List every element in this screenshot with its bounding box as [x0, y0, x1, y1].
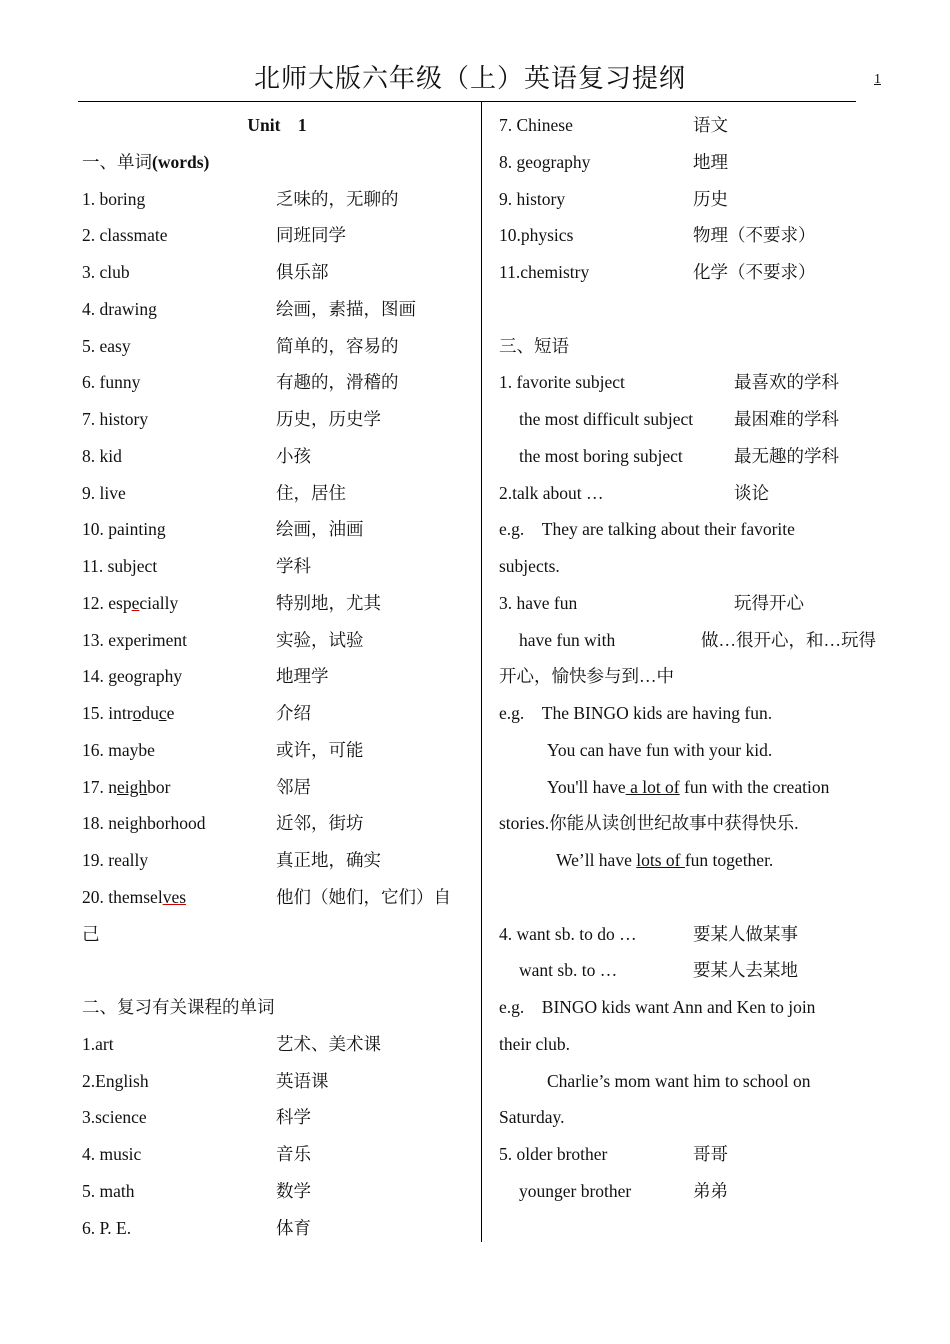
vocab-word-part: cially	[139, 592, 179, 613]
vocab-item	[82, 291, 472, 328]
subject-item	[499, 254, 889, 291]
subject-number: 8.	[499, 151, 517, 172]
section2-title: 二、复习有关课程的单词	[82, 997, 275, 1017]
vocab-number: 7.	[82, 409, 100, 429]
phrase-item	[499, 401, 889, 438]
vocab-item	[82, 254, 472, 291]
example-line: subjects.	[499, 556, 560, 576]
example-line: e.g. The BINGO kids are having fun.	[499, 703, 773, 723]
vocab-word: kid	[99, 445, 122, 466]
subject-item	[499, 181, 889, 218]
phrase-item	[499, 585, 889, 622]
vocab-meaning: 他们（她们，它们）自	[276, 886, 451, 907]
phrase-meaning: 哥哥	[693, 1144, 728, 1164]
vocab-item	[82, 658, 472, 695]
column-divider	[481, 102, 482, 1242]
subject-item	[82, 1026, 472, 1063]
vocab-number: 1.	[82, 188, 100, 209]
subject-item	[82, 1136, 472, 1173]
subject-number: 1.	[82, 1033, 96, 1054]
vocab-word: easy	[99, 335, 131, 356]
phrase-meaning-wrap: 开心，愉快参与到…中	[499, 666, 674, 687]
example-part: We’ll have	[556, 850, 637, 870]
right-column	[499, 107, 889, 1210]
vocab-number: 5.	[82, 335, 100, 356]
vocab-meaning: 介绍	[276, 703, 311, 723]
vocab-word-part: intr	[108, 703, 133, 723]
vocab-word: subject	[107, 556, 158, 576]
subject-number: 3.	[82, 1107, 96, 1128]
subject-number: 6.	[82, 1217, 100, 1238]
section1-heading	[82, 144, 472, 181]
subject-word: history	[516, 188, 566, 209]
unit-heading: Unit 1	[247, 115, 307, 135]
vocab-meaning: 简单的，容易的	[276, 335, 399, 356]
phrase-item	[499, 364, 889, 401]
vocab-meaning: 实验，试验	[276, 629, 364, 650]
phrase-item	[499, 475, 889, 512]
subject-word: P. E.	[99, 1217, 132, 1238]
example-line: e.g. BINGO kids want Ann and Ken to join	[499, 997, 816, 1017]
vocab-word-part: c	[158, 703, 167, 723]
subject-meaning: 数学	[276, 1180, 311, 1201]
vocab-item	[82, 364, 472, 401]
phrase-text: the most boring subject	[519, 445, 683, 466]
subject-number: 2.	[82, 1070, 96, 1091]
vocab-number: 3.	[82, 262, 100, 282]
phrase-text: younger brother	[519, 1180, 632, 1201]
section1-title-en: (words)	[152, 151, 210, 172]
subject-number: 11.	[499, 262, 521, 282]
vocab-word-part: e	[131, 592, 140, 613]
page-title: 北师大版六年级（上）英语复习提纲	[253, 64, 686, 93]
vocab-word: drawing	[99, 298, 157, 319]
example-line: Saturday.	[499, 1107, 565, 1128]
phrase-meaning: 最喜欢的学科	[734, 372, 839, 393]
phrase-text: the most difficult subject	[519, 409, 694, 429]
phrase-meaning: 要某人做某事	[693, 923, 798, 944]
subject-meaning: 历史	[693, 188, 728, 209]
example-part: fun together.	[684, 850, 774, 870]
phrase-meaning: 玩得开心	[734, 592, 804, 613]
subject-number: 10.	[499, 225, 521, 246]
phrase-text: 2.talk about …	[499, 482, 604, 503]
phrase-meaning: 弟弟	[693, 1180, 728, 1201]
subject-word: English	[95, 1070, 149, 1091]
subject-meaning: 物理（不要求）	[693, 225, 816, 246]
vocab-word: classmate	[99, 225, 168, 246]
vocab-word: geography	[108, 666, 183, 687]
vocab-item	[82, 475, 472, 512]
phrase-text: want sb. to …	[519, 960, 618, 981]
vocab-number: 4.	[82, 298, 100, 319]
vocab-number: 17.	[82, 776, 109, 797]
vocab-word-part: ves	[162, 886, 187, 907]
vocab-item	[82, 805, 472, 842]
blank-line	[499, 879, 889, 916]
blank-line	[499, 291, 889, 328]
example-line: You can have fun with your kid.	[547, 739, 773, 760]
phrase-item	[499, 1173, 889, 1210]
vocab-number: 8.	[82, 445, 100, 466]
vocab-meaning: 同班同学	[276, 225, 346, 246]
vocab-word-part: eigh	[117, 776, 148, 797]
vocab-meaning-wrap: 己	[82, 923, 100, 944]
vocab-word: boring	[99, 188, 146, 209]
subject-meaning: 地理	[693, 151, 728, 172]
subject-item	[499, 144, 889, 181]
vocab-meaning: 绘画，油画	[276, 519, 364, 540]
section3-title: 三、短语	[499, 335, 569, 356]
vocab-meaning: 俱乐部	[276, 262, 329, 282]
vocab-number: 13.	[82, 629, 109, 650]
vocab-word: experiment	[108, 629, 187, 650]
phrase-meaning: 谈论	[734, 482, 769, 503]
subject-meaning: 化学（不要求）	[693, 262, 816, 282]
phrase-meaning: 要某人去某地	[693, 960, 798, 981]
vocab-meaning: 学科	[276, 556, 311, 576]
vocab-meaning: 或许，可能	[276, 739, 364, 760]
subject-item	[499, 107, 889, 144]
example-line: their club.	[499, 1033, 570, 1054]
vocab-number: 12.	[82, 592, 109, 613]
subject-word: math	[99, 1180, 135, 1201]
phrase-meaning: 做…很开心，和…玩得	[701, 629, 876, 650]
subject-number: 9.	[499, 188, 517, 209]
vocab-word-part: esp	[108, 592, 132, 613]
phrase-item	[499, 952, 889, 989]
example-part: a lot of	[625, 776, 680, 797]
vocab-item	[82, 879, 472, 916]
vocab-word: maybe	[108, 739, 155, 760]
vocab-number: 10.	[82, 519, 109, 540]
subject-number: 5.	[82, 1180, 100, 1201]
subject-meaning: 英语课	[276, 1070, 329, 1091]
vocab-number: 9.	[82, 482, 100, 503]
page-number: 1	[874, 72, 881, 87]
vocab-number: 14.	[82, 666, 109, 687]
phrase-item	[499, 622, 889, 659]
vocab-word: funny	[99, 372, 141, 393]
vocab-word: live	[99, 482, 126, 503]
vocab-item	[82, 769, 472, 806]
vocab-meaning: 近邻，街坊	[276, 813, 364, 834]
subject-meaning: 体育	[276, 1217, 311, 1238]
vocab-meaning: 历史，历史学	[276, 409, 381, 429]
vocab-word-part: e	[166, 703, 175, 723]
subject-meaning: 科学	[276, 1107, 311, 1128]
vocab-meaning: 绘画，素描，图画	[276, 298, 416, 319]
example-part: lots of	[636, 850, 685, 870]
phrase-text: 5. older brother	[499, 1144, 608, 1164]
vocab-item	[82, 181, 472, 218]
vocab-meaning: 小孩	[276, 445, 311, 466]
subject-word: physics	[520, 225, 574, 246]
vocab-item	[82, 842, 472, 879]
vocab-item	[82, 217, 472, 254]
subject-word: music	[99, 1144, 142, 1164]
vocab-number: 15.	[82, 703, 109, 723]
subject-word: geography	[516, 151, 591, 172]
phrase-text: 3. have fun	[499, 592, 578, 613]
vocab-word-part: bor	[147, 776, 171, 797]
vocab-meaning: 邻居	[276, 776, 311, 797]
vocab-word-part: themsel	[108, 886, 163, 907]
subject-word: Chinese	[516, 115, 573, 135]
vocab-item	[82, 511, 472, 548]
phrase-text: have fun with	[519, 629, 616, 650]
subject-meaning: 音乐	[276, 1144, 311, 1164]
example-part: fun with the creation	[679, 776, 830, 797]
subject-item	[499, 217, 889, 254]
phrase-text: 1. favorite subject	[499, 372, 625, 393]
vocab-item	[82, 401, 472, 438]
vocab-number: 16.	[82, 739, 109, 760]
subject-number: 7.	[499, 115, 517, 135]
vocab-word-part: du	[141, 703, 159, 723]
vocab-meaning: 住，居住	[276, 482, 346, 503]
vocab-meaning: 特别地，尤其	[276, 592, 381, 613]
example-line	[499, 842, 889, 879]
vocab-item	[82, 622, 472, 659]
left-column	[82, 107, 472, 1246]
vocab-word: neighborhood	[108, 813, 206, 834]
vocab-number: 2.	[82, 225, 100, 246]
subject-meaning: 语文	[693, 115, 728, 135]
vocab-number: 11.	[82, 556, 108, 576]
phrase-meaning: 最无趣的学科	[734, 445, 839, 466]
example-part: You'll have	[547, 776, 626, 797]
vocab-meaning: 有趣的，滑稽的	[276, 372, 399, 393]
vocab-meaning: 真正地，确实	[276, 850, 381, 870]
example-line: stories.你能从读创世纪故事中获得快乐.	[499, 813, 799, 834]
vocab-number: 20.	[82, 886, 109, 907]
vocab-word: really	[108, 850, 149, 870]
vocab-item	[82, 585, 472, 622]
example-line: Charlie’s mom want him to school on	[547, 1070, 811, 1091]
vocab-meaning: 地理学	[276, 666, 329, 687]
subject-item	[82, 1063, 472, 1100]
vocab-number: 6.	[82, 372, 100, 393]
phrase-item	[499, 916, 889, 953]
vocab-number: 18.	[82, 813, 109, 834]
vocab-item	[82, 438, 472, 475]
phrase-text: 4. want sb. to do …	[499, 923, 637, 944]
subject-word: chemistry	[520, 262, 590, 282]
subject-meaning: 艺术、美术课	[276, 1033, 381, 1054]
subject-number: 4.	[82, 1144, 100, 1164]
vocab-item	[82, 695, 472, 732]
blank-line	[82, 952, 472, 989]
phrase-item	[499, 438, 889, 475]
vocab-word-part: n	[108, 776, 117, 797]
phrase-meaning: 最困难的学科	[734, 409, 839, 429]
vocab-word: history	[99, 409, 149, 429]
subject-word: art	[95, 1033, 114, 1054]
vocab-item	[82, 548, 472, 585]
vocab-item	[82, 732, 472, 769]
vocab-meaning: 乏味的，无聊的	[276, 188, 399, 209]
phrase-item	[499, 1136, 889, 1173]
subject-item	[82, 1210, 472, 1247]
header-rule	[78, 101, 856, 102]
vocab-word-part: o	[132, 703, 142, 723]
section1-title: 一、单词	[82, 151, 152, 172]
vocab-word: painting	[108, 519, 166, 540]
vocab-item	[82, 328, 472, 365]
example-line	[499, 769, 889, 806]
subject-item	[82, 1173, 472, 1210]
subject-word: science	[95, 1107, 147, 1128]
example-line: e.g. They are talking about their favorite	[499, 519, 795, 540]
vocab-number: 19.	[82, 850, 109, 870]
subject-item	[82, 1099, 472, 1136]
vocab-word: club	[99, 262, 130, 282]
